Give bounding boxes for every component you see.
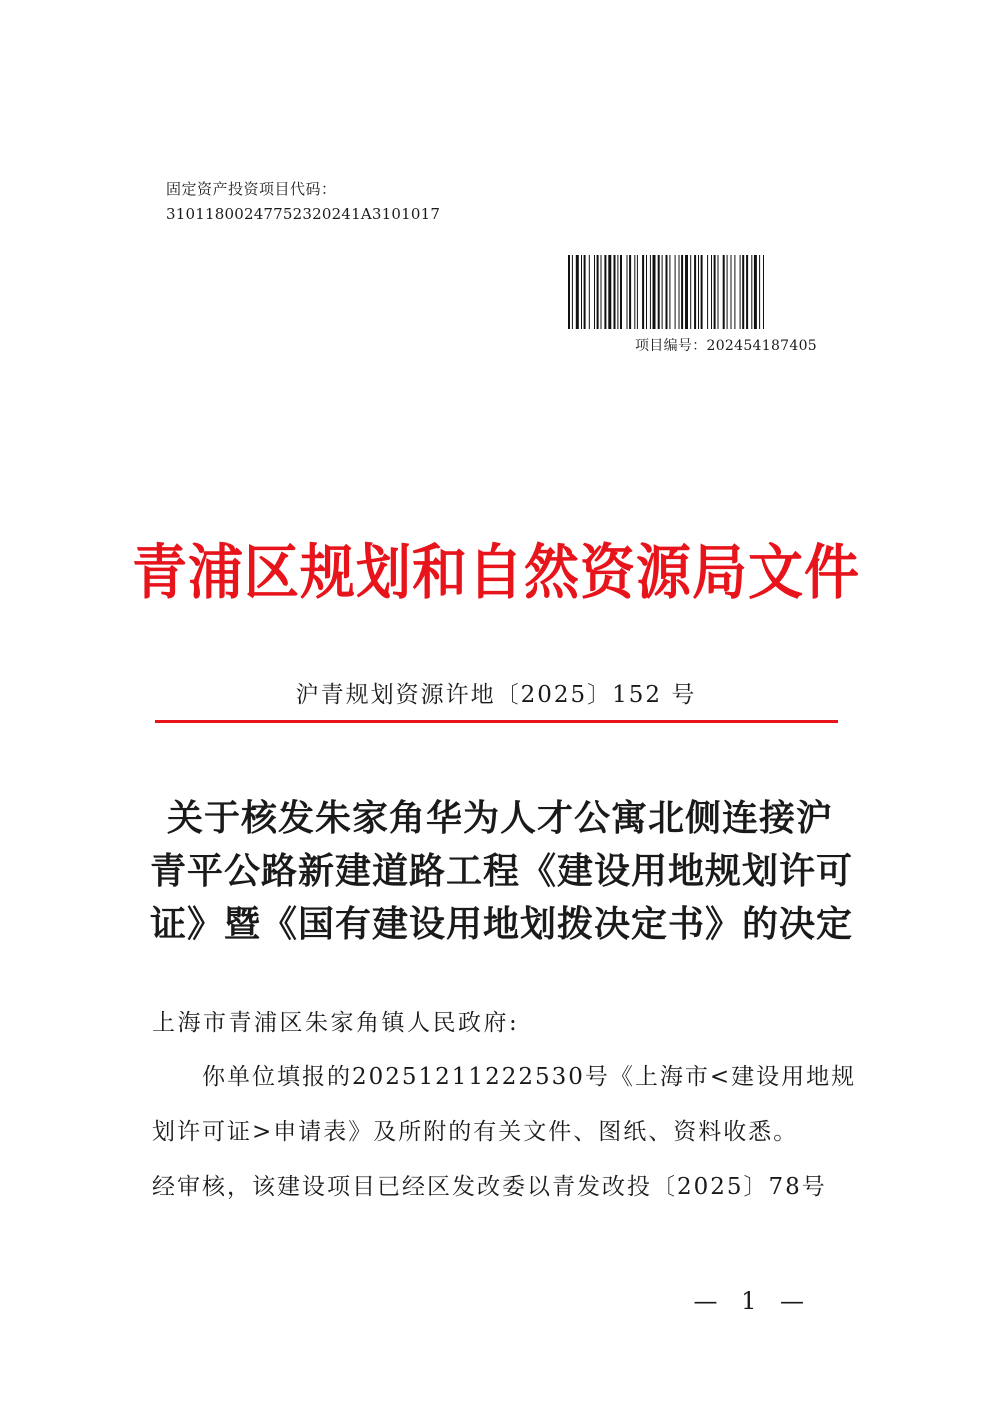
addressee: 上海市青浦区朱家角镇人民政府: (152, 1010, 520, 1036)
barcode-bar (723, 255, 725, 329)
barcode-bar (746, 255, 748, 329)
barcode-bar (731, 255, 732, 329)
body-line: 你单位填报的20251211222530号《上海市<建设用地规 (152, 1064, 857, 1090)
barcode-bar (658, 255, 660, 329)
body-line: 划许可证>申请表》及所附的有关文件、图纸、资料收悉。 (152, 1119, 799, 1145)
barcode-bar (584, 255, 586, 329)
project-number-caption: 项目编号：202454187405 (635, 338, 817, 354)
barcode-bar (634, 255, 635, 329)
barcode-bar (754, 255, 757, 329)
barcode-bar (650, 255, 651, 329)
barcode-bar (576, 255, 579, 329)
red-separator-line (155, 720, 838, 723)
barcode-bar (620, 255, 622, 329)
barcode-bar (675, 255, 676, 329)
barcode-bar (629, 255, 631, 329)
document-subject (150, 792, 854, 951)
barcode-bar (694, 255, 696, 329)
barcode-bar (690, 255, 691, 329)
barcode-bar (734, 255, 735, 329)
barcode-bar (627, 255, 628, 329)
barcode-bar (597, 255, 599, 329)
barcode-bar (662, 255, 663, 329)
barcode-bar (653, 255, 656, 329)
subject-line: 证》暨《国有建设用地划拨决定书》的决定 (150, 903, 854, 945)
barcode-bar (759, 255, 760, 329)
barcode-bar (718, 255, 719, 329)
barcode-bar (568, 255, 570, 329)
barcode-bar (637, 255, 638, 329)
barcode-bar (763, 255, 764, 329)
barcode-bar (614, 255, 616, 329)
body-paragraph (152, 1050, 857, 1215)
barcode-bar (742, 255, 744, 329)
investment-code-value: 31011800247752320241A3101017 (166, 205, 441, 223)
barcode-bar (698, 255, 699, 329)
barcode-bar (604, 255, 606, 329)
subject-line: 青平公路新建道路工程《建设用地规划许可 (150, 850, 854, 892)
barcode-bar (581, 255, 582, 329)
barcode-bar (685, 255, 688, 329)
page-number-text: — 1 — (693, 1287, 812, 1315)
investment-code-label: 固定资产投资项目代码： (166, 180, 337, 198)
barcode-bar (711, 255, 712, 329)
barcode-bar (669, 255, 670, 329)
barcode-bar (714, 255, 716, 329)
document-issuer-title: 青浦区规划和自然资源局文件 (131, 537, 860, 607)
barcode-bar (679, 255, 680, 329)
page-number (0, 1287, 992, 1315)
body-line: 经审核，该建设项目已经区发改委以青发改投〔2025〕78号 (152, 1174, 827, 1200)
barcode-bar (681, 255, 683, 329)
barcode-bar (727, 255, 728, 329)
subject-line: 关于核发朱家角华为人才公寓北侧连接沪 (166, 797, 833, 839)
barcode-bar (608, 255, 611, 329)
barcode-bar (666, 255, 668, 329)
barcode-bar (751, 255, 752, 329)
barcode-bar (572, 255, 573, 329)
barcode-bar (642, 255, 644, 329)
barcode-bar (707, 255, 708, 329)
barcode-bar (589, 255, 590, 329)
document-number: 沪青规划资源许地〔2025〕152 号 (295, 682, 697, 708)
barcode-bar (740, 255, 741, 329)
barcode-bar (701, 255, 703, 329)
barcode-bar (594, 255, 595, 329)
barcode-bar (646, 255, 647, 329)
barcode-image (568, 255, 826, 329)
barcode-bar (617, 255, 618, 329)
barcode-bar (601, 255, 602, 329)
